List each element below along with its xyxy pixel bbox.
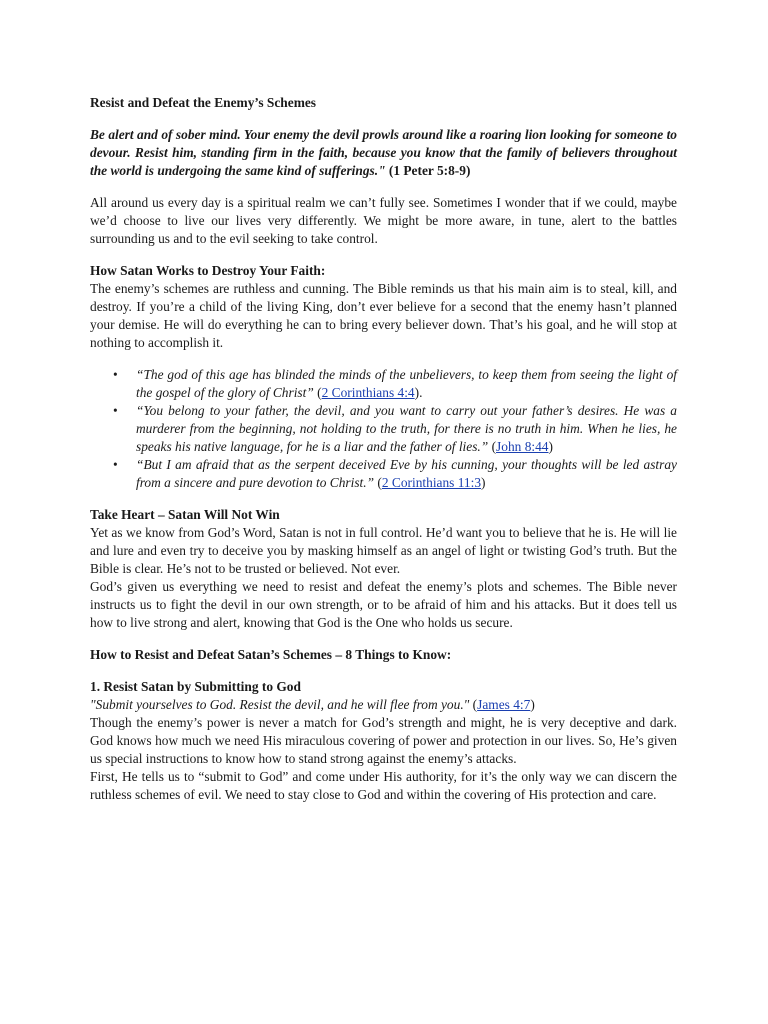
bullet-item (113, 456, 677, 492)
document-title: Resist and Defeat the Enemy’s Schemes (90, 95, 316, 110)
bullet-paren-open: ( (374, 475, 382, 490)
bullet-paren-close: ) (481, 475, 486, 490)
point-paragraph-2: First, He tells us to “submit to God” and come under His authority, for it’s the only way we can discern the ruthless schemes of evil. We need to stay close to God and within the covering of His protection and care. (90, 769, 677, 802)
bullet-icon: • (113, 403, 118, 418)
section-paragraph-take-heart-1: Yet as we know from God’s Word, Satan is not in full control. He’d want you to believe that he is. He will lie and lure and even try to deceive you by masking himself as an angel of light or twisting God’s truth. But the Bible is clear. He’s not to be trusted or believed. Not ever. (90, 525, 677, 576)
bullet-quote: “But I am afraid that as the serpent deceived Eve by his cunning, your thoughts will be led astray from a sincere and pure devotion to Christ.” (136, 457, 677, 490)
intro-paragraph: All around us every day is a spiritual realm we can’t fully see. Sometimes I wonder that if we could, maybe we’d choose to live our lives very differently. We might be more aware, in tune, alert to the battles surrounding us and to the evil seeking to take control. (90, 195, 677, 246)
section-paragraph-take-heart-2: God’s given us everything we need to resist and defeat the enemy’s plots and schemes. The Bible never instructs us to fight the devil in our own strength, or to be afraid of him and his attacks. But it does tell us how to live strong and alert, knowing that God is the One who holds us secure. (90, 579, 677, 630)
scripture-link[interactable]: John 8:44 (496, 439, 549, 454)
bullet-paren-open: ( (313, 385, 322, 400)
section-heading-take-heart: Take Heart – Satan Will Not Win (90, 507, 280, 522)
bullet-paren-open: ( (488, 439, 497, 454)
point-verse-text: "Submit yourselves to God. Resist the devil, and he will flee from you." (90, 697, 470, 712)
bullet-item (113, 366, 677, 402)
section-heading-eight-things: How to Resist and Defeat Satan’s Schemes – 8 Things to Know: (90, 647, 452, 662)
bullet-item (113, 402, 677, 456)
intro-verse (90, 126, 677, 180)
section-paragraph-how-satan-works: The enemy’s schemes are ruthless and cunning. The Bible reminds us that his main aim is to steal, kill, and destroy. If you’re a child of the living King, don’t ever believe for a second that the enemy hasn’t planned your demise. He will do everything he can to bring every believer down. That’s his goal, and he will stop at nothing to accomplish it. (90, 281, 677, 350)
scripture-link[interactable]: 2 Corinthians 11:3 (381, 475, 482, 490)
bullet-icon: • (113, 457, 118, 472)
scripture-link[interactable]: James 4:7 (477, 697, 531, 712)
scripture-link[interactable]: 2 Corinthians 4:4 (321, 385, 415, 400)
intro-verse-text: Be alert and of sober mind. Your enemy the devil prowls around like a roaring lion looking for someone to devour. Resist him, standing firm in the faith, because you know that the family of believers throughout the world is undergoing the same kind of sufferings." (90, 127, 677, 178)
section-heading-how-satan-works: How Satan Works to Destroy Your Faith: (90, 263, 326, 278)
point-verse-paren-open: ( (469, 697, 478, 712)
bullet-paren-close: ). (414, 385, 423, 400)
document-page (90, 94, 677, 804)
point-heading-resist-by-submitting: 1. Resist Satan by Submitting to God (90, 679, 301, 694)
point-verse (90, 696, 677, 714)
intro-verse-reference: (1 Peter 5:8-9) (385, 163, 471, 178)
bullet-paren-close: ) (548, 439, 553, 454)
point-verse-paren-close: ) (530, 697, 535, 712)
scripture-bullet-list (90, 366, 677, 492)
bullet-quote: “You belong to your father, the devil, and you want to carry out your father’s desires. He was a murderer from the beginning, not holding to the truth, for there is no truth in him. When he lies, he speaks his native language, for he is a liar and the father of lies.” (136, 403, 677, 454)
bullet-icon: • (113, 367, 118, 382)
bullet-quote: “The god of this age has blinded the minds of the unbelievers, to keep them from seeing the light of the gospel of the glory of Christ” (136, 367, 677, 400)
point-paragraph-1: Though the enemy’s power is never a match for God’s strength and might, he is very deceptive and dark. God knows how much we need His miraculous covering of power and protection in our lives. So, He’s given us special instructions to know how to stand strong against the enemy’s attacks. (90, 715, 677, 766)
